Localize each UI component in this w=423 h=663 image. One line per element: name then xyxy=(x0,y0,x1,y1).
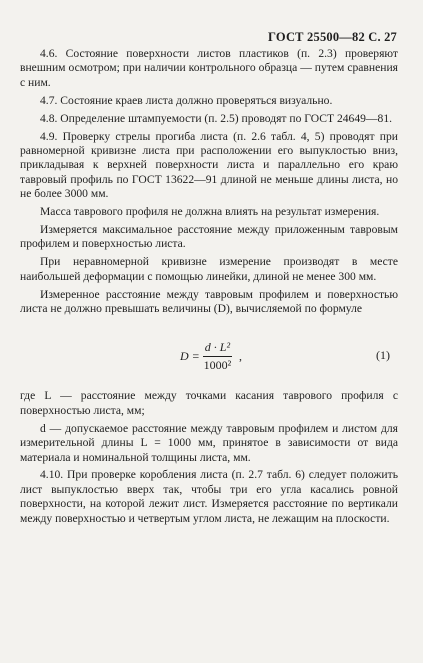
page-header: ГОСТ 25500—82 С. 27 xyxy=(268,30,397,44)
formula-numerator: d · L² xyxy=(203,340,232,356)
formula-number: (1) xyxy=(376,348,390,363)
formula-denominator: 1000² xyxy=(203,357,232,372)
formula-comma: , xyxy=(239,349,243,364)
paragraph-max-distance: Измеряется максимальное расстояние между приложенным тавровым профилем и поверхностью листа. xyxy=(20,222,398,251)
paragraph-measured-distance: Измеренное расстояние между тавровым профилем и поверхностью листа не должно превышать величины (D), вычисляемой по формуле xyxy=(20,287,398,315)
formula-block xyxy=(20,334,398,382)
formula-expression xyxy=(180,340,242,372)
formula-fraction xyxy=(203,340,232,372)
paragraph-d-definition: d — допускаемое расстояние между тавровым профилем и листом для измерительной длины L = 1000 мм, принятое в зависимости от вида материала и номинальной толщины листа, мм. xyxy=(20,421,398,464)
paragraph-profile-mass: Масса таврового профиля не должна влиять на результат измерения. xyxy=(40,205,380,219)
paragraph-where-L: где L — расстояние между точками касания таврового профиля с поверхностью листа, мм; xyxy=(20,389,398,417)
paragraph-uneven-curvature: При неравномерной кривизне измерение производят в месте наибольшей деформации с помощью линейки, длиной не менее 300 мм. xyxy=(20,255,398,283)
formula-lhs: D = xyxy=(180,349,200,364)
paragraph-4-10: 4.10. При проверке коробления листа (п. 2.7 табл. 6) следует положить лист выпуклостью вверх так, чтобы три его угла касались ровной поверхности, на которой лежит лист. Измеряется расстояние по вертикали между поверхностью и четвертым углом листа, не лежащим на плоскости. xyxy=(20,468,398,525)
document-body xyxy=(20,47,398,530)
paragraph-4-9: 4.9. Проверку стрелы прогиба листа (п. 2.6 табл. 4, 5) проводят при равномерной кривизне листа при расположении его выпуклостью вниз, прикладывая к верхней поверхности листа и параллельно его краю тавровый профиль по ГОСТ 13622—91 длиной не меньше длины листа, но не более 3000 мм. xyxy=(20,129,398,201)
paragraph-4-6: 4.6. Состояние поверхности листов пластиков (п. 2.3) проверяют внешним осмотром; при наличии контрольного образца — путем сравнения с ним. xyxy=(20,47,398,89)
paragraph-4-8: 4.8. Определение штампуемости (п. 2.5) проводят по ГОСТ 24649—81. xyxy=(40,111,393,125)
paragraph-4-7: 4.7. Состояние краев листа должно проверяться визуально. xyxy=(40,93,333,107)
